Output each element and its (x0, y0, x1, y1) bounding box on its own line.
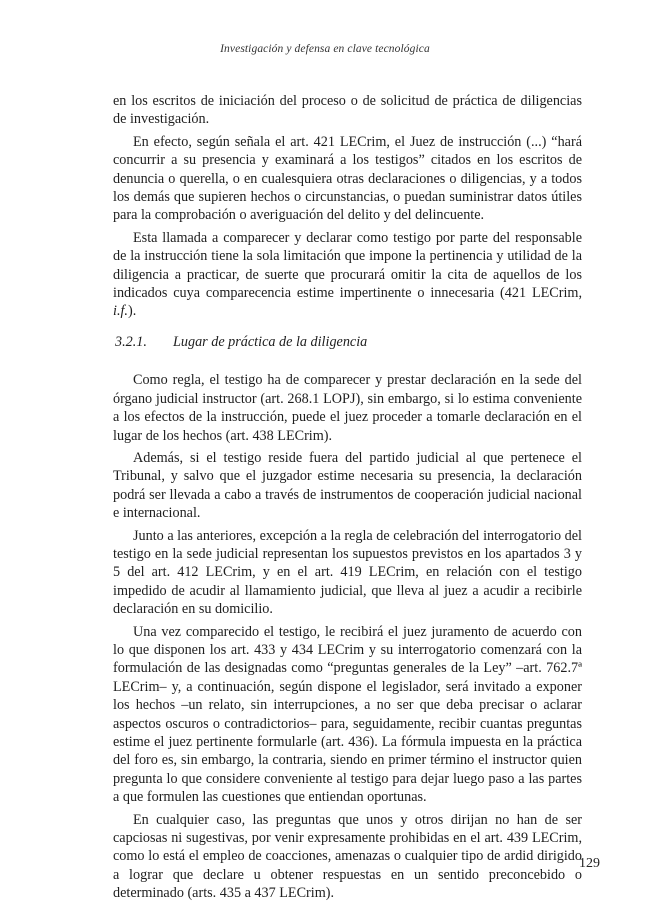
subsection-title: Lugar de práctica de la diligencia (173, 333, 368, 350)
subsection-heading (113, 333, 582, 351)
paragraph-6: Junto a las anteriores, excepción a la regla de celebración del interrogatorio del testigo en la sede judicial representan los supuestos previstos en los apartados 3 y 5 del art. 412 LECrim, y en el art. 419 LECrim, en relación con el testigo impedido de acudir al llamamiento judicial, que lleva al juez a acudir a recibirle declaración en su domicilio. (113, 527, 582, 618)
paragraph-1: en los escritos de iniciación del proceso o de solicitud de práctica de diligencias de investigación. (113, 93, 582, 128)
paragraph-7: Una vez comparecido el testigo, le recibirá el juez juramento de acuerdo con lo que disponen los art. 433 y 434 LECrim y su interrogatorio comenzará con la formulación de las designadas como “preguntas generales de la Ley” –art. 762.7ª LECrim– y, a continuación, según dispone el legislador, será invitado a exponer los hechos –un relato, sin interrupciones, a no ser que deba precisar o aclarar aspectos oscuros o contradictorios– para, seguidamente, recibir cuantas preguntas estime el juez pertinente formularle (art. 436). La fórmula impuesta en la práctica del foro es, sin embargo, la contraria, siendo en primer término el instructor quien pregunta lo que considere conveniente al testigo para dejar luego paso a las partes a que formulen las cuestiones que entiendan oportunas. (113, 623, 582, 806)
running-header: Investigación y defensa en clave tecnológica (220, 43, 430, 55)
paragraph-3-end: ). (127, 303, 137, 320)
paragraph-8: En cualquier caso, las preguntas que unos y otros dirijan no han de ser capciosas ni sugestivas, por venir expresamente prohibidas en el art. 439 LECrim, como lo está el empleo de coacciones, amenazas o cualquier tipo de ardid dirigido a lograr que declare u obtener respuestas en un sentido preconcebido o determinado (arts. 435 a 437 LECrim). (113, 811, 582, 902)
page-number: 129 (579, 856, 600, 871)
paragraph-5: Además, si el testigo reside fuera del partido judicial al que pertenece el Tribunal, y salvo que el juzgador estime necesaria su presencia, la declaración podrá ser llevada a cabo a través de instrumentos de cooperación judicial nacional e internacional. (113, 449, 582, 522)
paragraph-2: En efecto, según señala el art. 421 LECrim, el Juez de instrucción (...) “hará concurrir a su presencia y examinará a los testigos” citados en los escritos de denuncia o querella, o en cualesquiera otras declaraciones o diligencias, y a todos los demás que supieren hechos o circunstancias, o puedan suministrar datos útiles para la comprobación o averiguación del delito y del delincuente. (113, 133, 582, 224)
page-body (113, 92, 582, 907)
paragraph-3 (113, 229, 582, 321)
paragraph-3-italic: i.f. (113, 303, 128, 320)
subsection-number: 3.2.1. (115, 333, 147, 350)
paragraph-4: Como regla, el testigo ha de comparecer y prestar declaración en la sede del órgano judicial instructor (art. 268.1 LOPJ), sin embargo, si lo estima conveniente a los efectos de la instrucción, puede el juez proceder a tomarle declaración en el lugar de los hechos (art. 438 LECrim). (113, 372, 582, 444)
paragraph-3-text: Esta llamada a comparecer y declarar como testigo por parte del responsable de la instrucción tiene la sola limitación que impone la pertinencia y utilidad de la diligencia a practicar, de suerte que procurará omitir la cita de aquellos de los indicados cuya comparecencia estime impertinente o innecesaria (421 LECrim, (113, 229, 582, 302)
